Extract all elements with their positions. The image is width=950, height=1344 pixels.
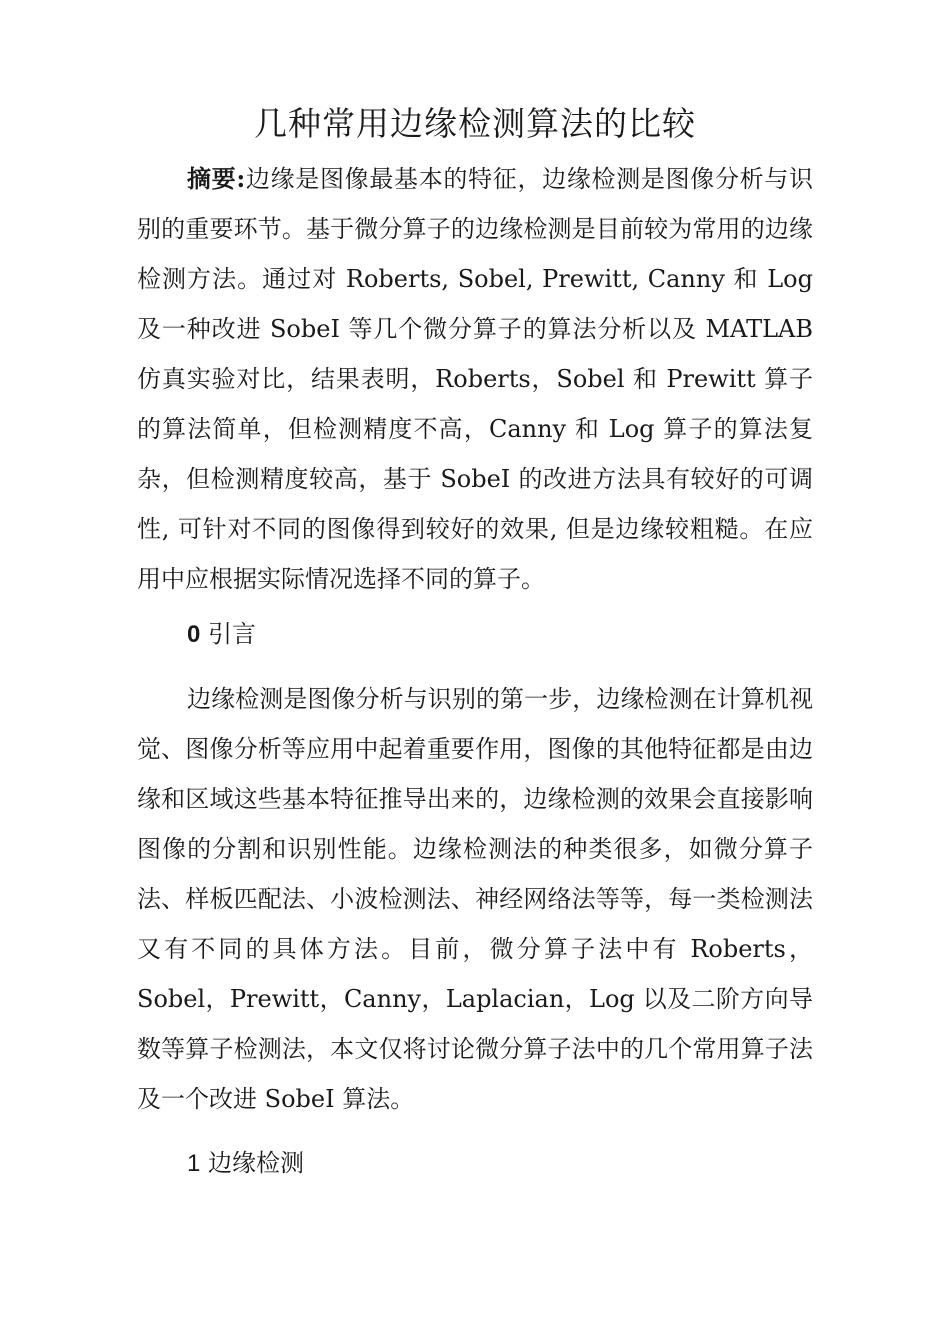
- abstract-paragraph: [137, 154, 813, 604]
- section-heading-edge-detection: [137, 1138, 813, 1189]
- section-title: 引言: [208, 620, 256, 648]
- section-title: 边缘检测: [208, 1149, 304, 1177]
- abstract-label: 摘要:: [187, 164, 246, 193]
- section-number: 1: [187, 1150, 201, 1177]
- document-page: [137, 96, 813, 1189]
- section-heading-introduction: [137, 609, 813, 660]
- section-number: 0: [187, 621, 201, 648]
- introduction-paragraph: 边缘检测是图像分析与识别的第一步，边缘检测在计算机视觉、图像分析等应用中起着重要作用，图像的其他特征都是由边缘和区域这些基本特征推导出来的，边缘检测的效果会直接影响图像的分割和识别性能。边缘检测法的种类很多，如微分算子法、样板匹配法、小波检测法、神经网络法等等，每一类检测法又有不同的具体方法。目前，微分算子法中有 Roberts，Sobel，Prewitt，Canny，Laplacian，Log 以及二阶方向导数等算子检测法，本文仅将讨论微分算子法中的几个常用算子法及一个改进 SobeI 算法。: [137, 685, 813, 1113]
- document-title: 几种常用边缘检测算法的比较: [254, 104, 696, 143]
- abstract-text: 边缘是图像最基本的特征，边缘检测是图像分析与识别的重要环节。基于微分算子的边缘检测是目前较为常用的边缘检测方法。通过对 Roberts, Sobel, Prewitt, Canny 和 Log 及一种改进 SobeI 等几个微分算子的算法分析以及 MATLAB 仿真实验对比，结果表明，Roberts，Sobel 和 Prewitt 算子的算法简单，但检测精度不高，Canny 和 Log 算子的算法复杂，但检测精度较高，基于 SobeI 的改进方法具有较好的可调性, 可针对不同的图像得到较好的效果, 但是边缘较粗糙。在应用中应根据实际情况选择不同的算子。: [137, 165, 814, 593]
